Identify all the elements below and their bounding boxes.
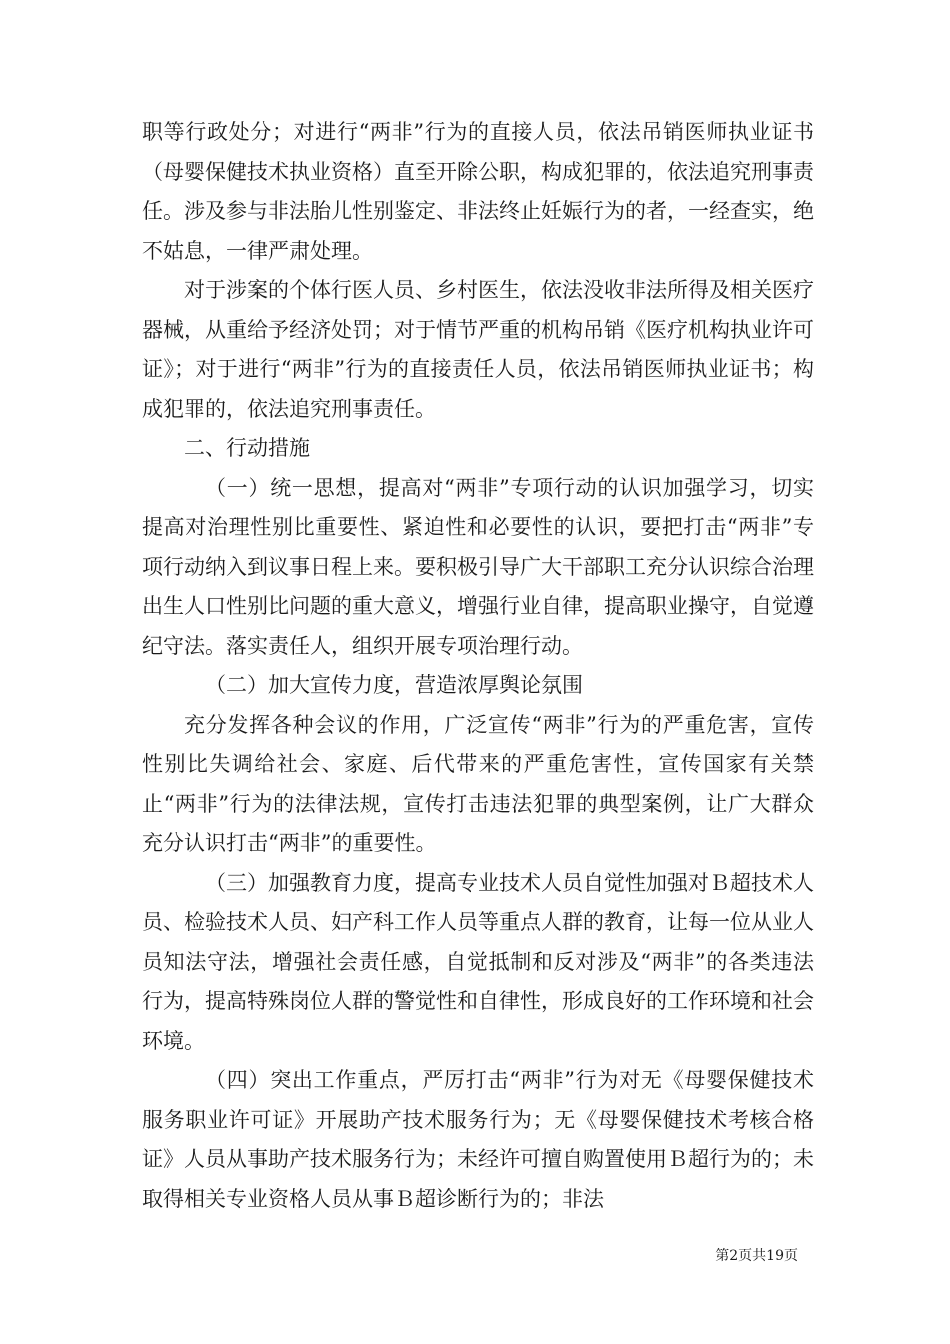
document-body — [142, 113, 814, 1219]
paragraph-item-2-body: 充分发挥各种会议的作用，广泛宣传“两非”行为的严重危害，宣传性别比失调给社会、家庭、后代带来的严重危害性，宣传国家有关禁止“两非”行为的法律法规，宣传打击违法犯罪的典型案例，让广大群众充分认识打击“两非”的重要性。 — [142, 712, 814, 855]
paragraph-1: 职等行政处分；对进行“两非”行为的直接人员，依法吊销医师执业证书（母婴保健技术执业资格）直至开除公职，构成犯罪的，依法追究刑事责任。涉及参与非法胎儿性别鉴定、非法终止妊娠行为的者，一经查实，绝不姑息，一律严肃处理。 — [142, 120, 814, 263]
paragraph-2: 对于涉案的个体行医人员、乡村医生，依法没收非法所得及相关医疗器械，从重给予经济处罚；对于情节严重的机构吊销《医疗机构执业许可证》；对于进行“两非”行为的直接责任人员，依法吊销医师执业证书；构成犯罪的，依法追究刑事责任。 — [142, 278, 814, 421]
subheading-item-2: （二）加大宣传力度，营造浓厚舆论氛围 — [205, 673, 583, 697]
paragraph-item-3: （三）加强教育力度，提高专业技术人员自觉性加强对Ｂ超技术人员、检验技术人员、妇产科工作人员等重点人群的教育，让每一位从业人员知法守法，增强社会责任感，自觉抵制和反对涉及“两非”的各类违法行为，提高特殊岗位人群的警觉性和自律性，形成良好的工作环境和社会环境。 — [142, 870, 814, 1053]
paragraph-item-1: （一）统一思想，提高对“两非”专项行动的认识加强学习，切实提高对治理性别比重要性、紧迫性和必要性的认识，要把打击“两非”专项行动纳入到议事日程上来。要积极引导广大干部职工充分认识综合治理出生人口性别比问题的重大意义，增强行业自律，提高职业操守，自觉遵纪守法。落实责任人，组织开展专项治理行动。 — [142, 475, 814, 658]
paragraph-item-4: （四）突出工作重点，严厉打击“两非”行为对无《母婴保健技术服务职业许可证》开展助产技术服务行为；无《母婴保健技术考核合格证》人员从事助产技术服务行为；未经许可擅自购置使用Ｂ超行为的；未取得相关专业资格人员从事Ｂ超诊断行为的；非法 — [142, 1068, 814, 1211]
section-heading-actions: 二、行动措施 — [184, 436, 310, 460]
page-number-footer: 第2页共19页 — [715, 1248, 798, 1264]
